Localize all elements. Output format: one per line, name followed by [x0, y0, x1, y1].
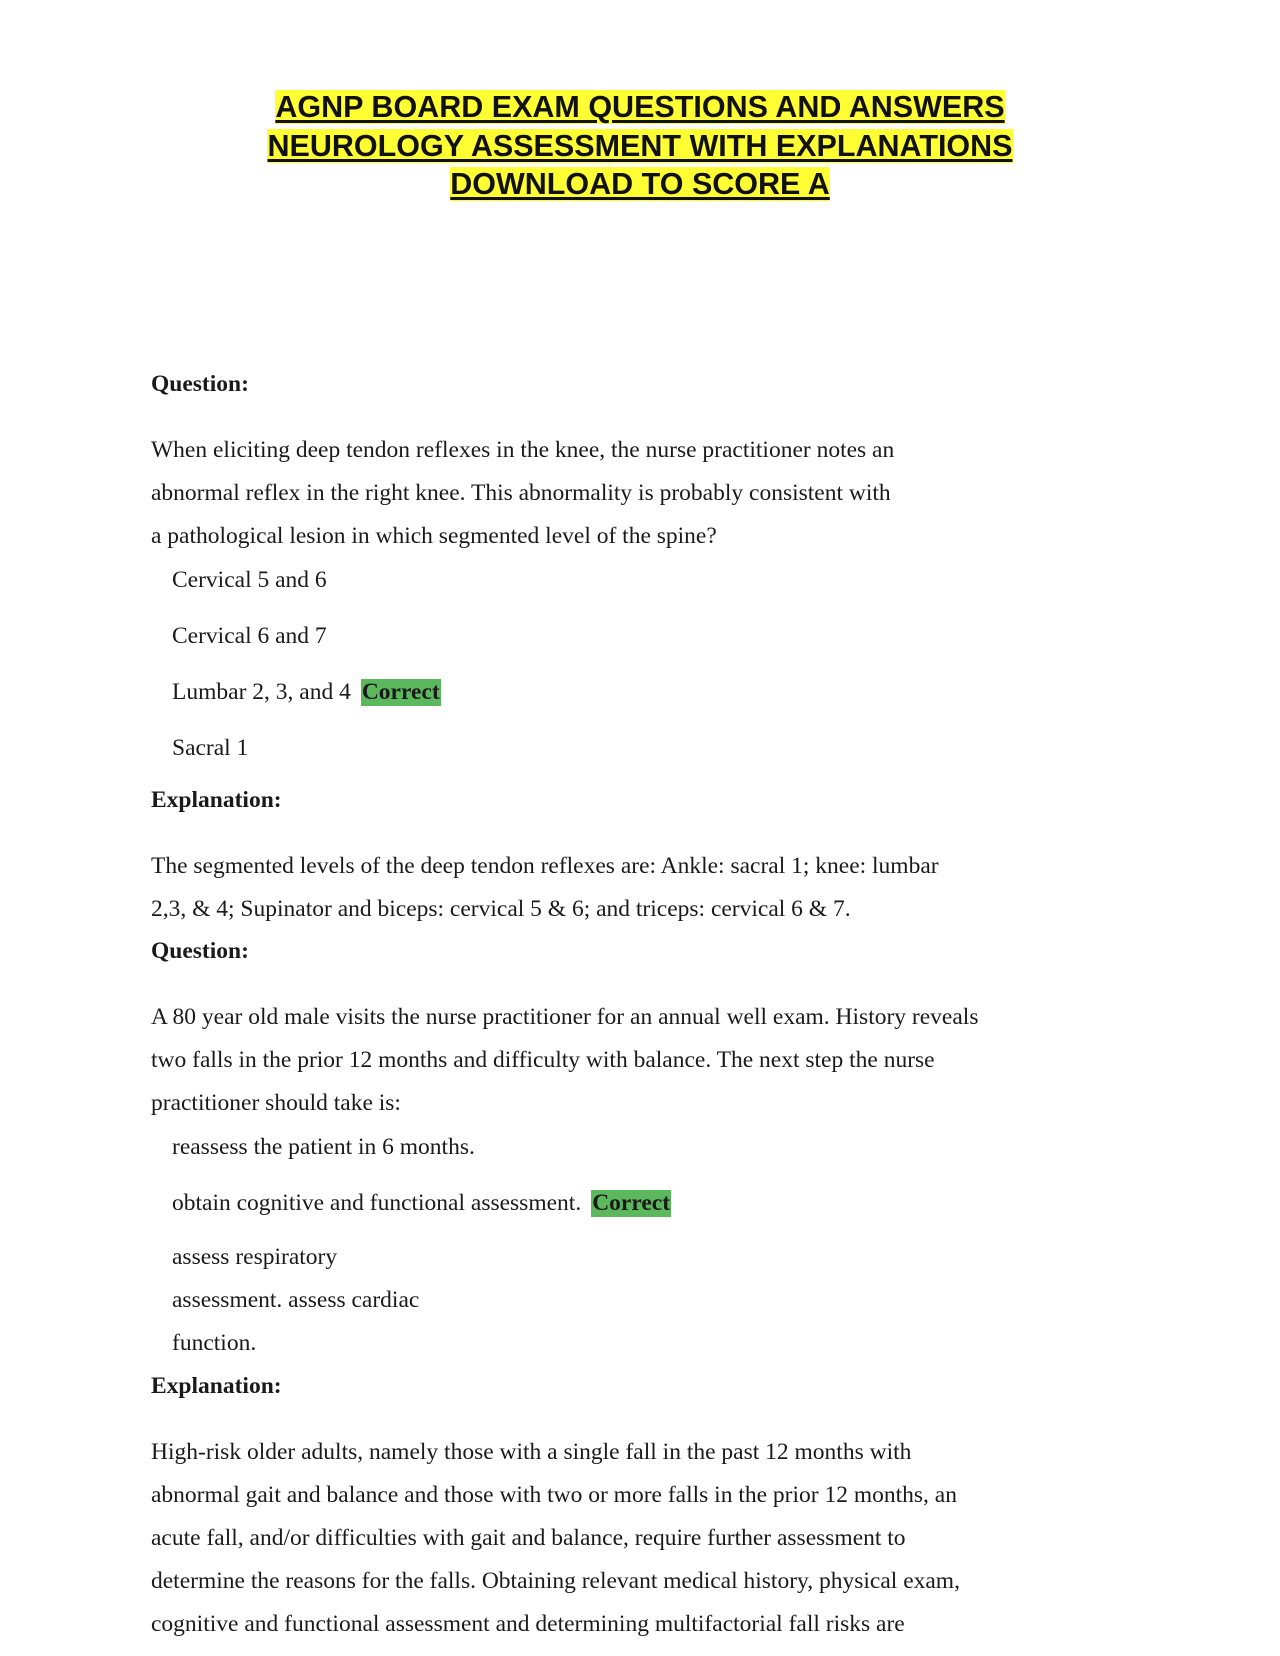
title-line: AGNP BOARD EXAM QUESTIONS AND ANSWERS — [275, 90, 1005, 124]
answer-option — [172, 732, 1151, 764]
question-text-line: two falls in the prior 12 months and difficulty with balance. The next step the nurse — [151, 1047, 935, 1073]
document-body — [151, 368, 1151, 1646]
question-text-line: abnormal reflex in the right knee. This abnormality is probably consistent with — [151, 480, 891, 506]
answer-option — [172, 1241, 1151, 1273]
answer-option-text: Lumbar 2, 3, and 4 — [172, 679, 351, 705]
answer-option-text: obtain cognitive and functional assessment. — [172, 1190, 582, 1216]
question-text-line: practitioner should take is: — [151, 1090, 401, 1116]
answer-option — [172, 1187, 1151, 1219]
question-heading: Question: — [151, 938, 249, 964]
answer-option-text: Sacral 1 — [172, 735, 249, 761]
title-line: DOWNLOAD TO SCORE A — [450, 167, 830, 201]
explanation-text-line: acute fall, and/or difficulties with gait and balance, require further assessment to — [151, 1525, 906, 1551]
answer-option-text: reassess the patient in 6 months. — [172, 1134, 475, 1160]
answer-option — [172, 620, 1151, 652]
explanation-heading: Explanation: — [151, 1373, 282, 1399]
title-line: NEUROLOGY ASSESSMENT WITH EXPLANATIONS — [267, 128, 1013, 163]
explanation-text-line: cognitive and functional assessment and determining multifactorial fall risks are — [151, 1611, 905, 1637]
answer-option-text: assessment. assess cardiac — [172, 1287, 420, 1313]
answer-option — [172, 1131, 1151, 1163]
answer-option-text: Cervical 6 and 7 — [172, 623, 327, 649]
explanation-text-line: abnormal gait and balance and those with two or more falls in the prior 12 months, an — [151, 1482, 957, 1508]
document-title — [0, 88, 1280, 204]
answer-option — [172, 1327, 1151, 1359]
answer-option — [172, 1284, 1151, 1316]
question-text-line: A 80 year old male visits the nurse practitioner for an annual well exam. History reveals — [151, 1004, 979, 1030]
explanation-heading: Explanation: — [151, 787, 282, 813]
answer-option-text: assess respiratory — [172, 1244, 338, 1270]
answer-option-text: function. — [172, 1330, 257, 1356]
question-block-1 — [151, 368, 1151, 931]
question-block-2 — [151, 935, 1151, 1646]
explanation-text-line: High-risk older adults, namely those with a single fall in the past 12 months with — [151, 1439, 912, 1465]
question-text-line: When eliciting deep tendon reflexes in the knee, the nurse practitioner notes an — [151, 437, 895, 463]
correct-badge: Correct — [592, 1190, 671, 1216]
answer-option — [172, 564, 1151, 596]
correct-badge: Correct — [361, 679, 440, 705]
question-text-line: a pathological lesion in which segmented level of the spine? — [151, 523, 717, 549]
question-heading: Question: — [151, 371, 249, 397]
answer-option — [172, 676, 1151, 708]
answer-option-text: Cervical 5 and 6 — [172, 567, 327, 593]
explanation-text-line: determine the reasons for the falls. Obtaining relevant medical history, physical exam, — [151, 1568, 960, 1594]
explanation-text-line: 2,3, & 4; Supinator and biceps: cervical 5 & 6; and triceps: cervical 6 & 7. — [151, 896, 851, 922]
explanation-text-line: The segmented levels of the deep tendon reflexes are: Ankle: sacral 1; knee: lumbar — [151, 853, 939, 879]
